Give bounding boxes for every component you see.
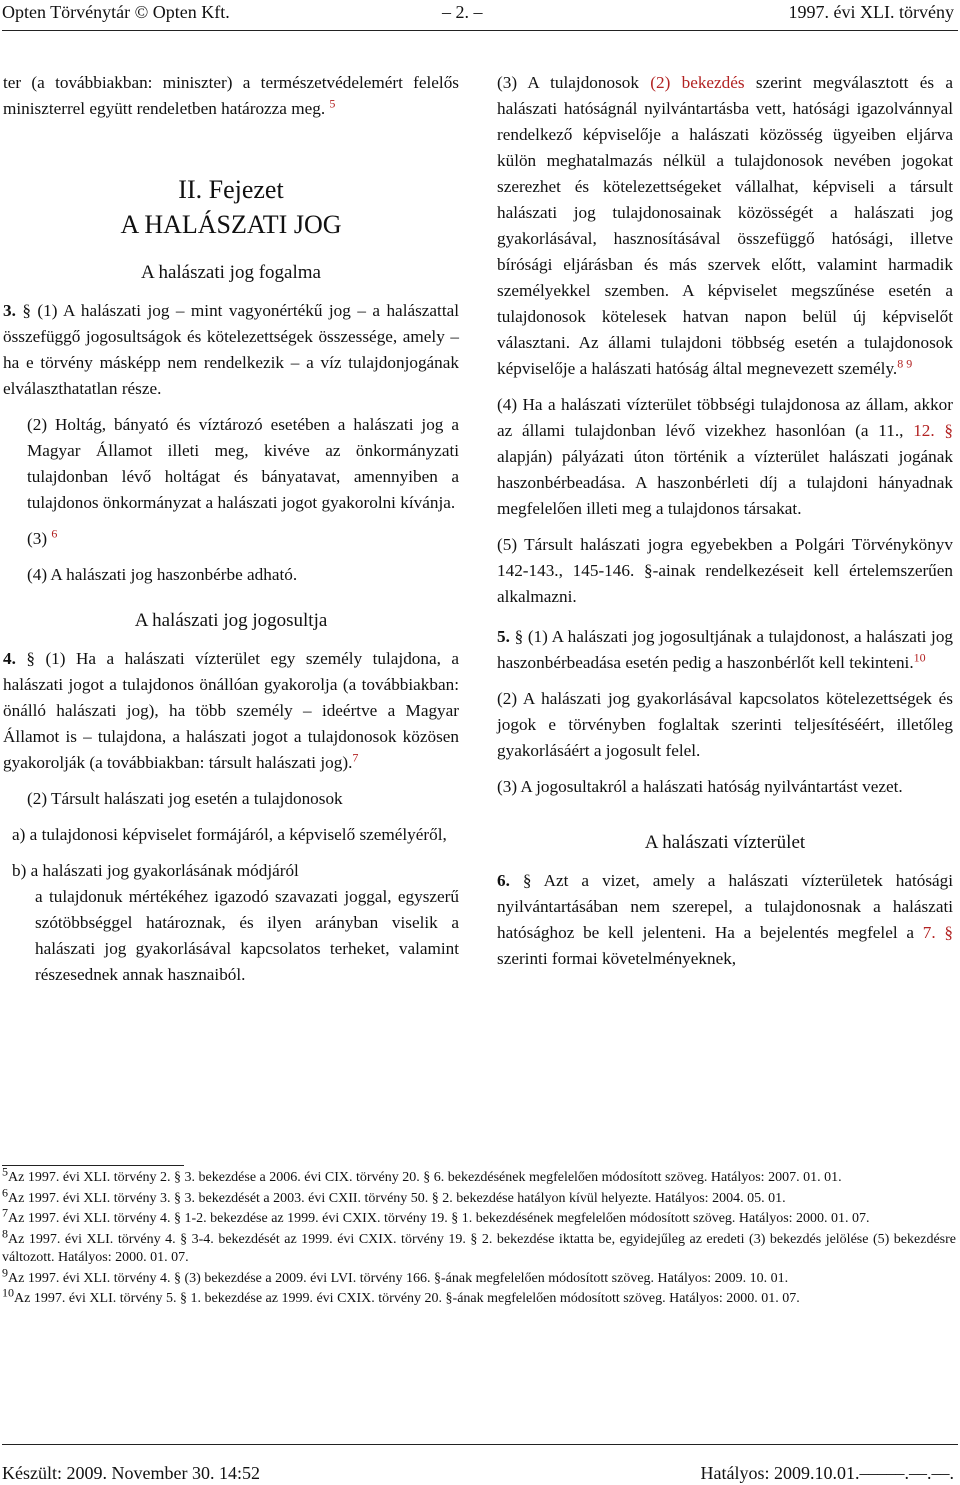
- section-title: A halászati jog jogosultja: [134, 610, 328, 631]
- cross-reference-link[interactable]: 12. §: [913, 421, 954, 440]
- page-header: [2, 2, 958, 31]
- list-continuation: a tulajdonuk mértékéhez igazodó szavazati joggal, egyszerű szótöbbséggel határoznak, és ilyen arányban viselik a halászati jog gyakorlásával kapcsolatos terheket, valamint részesednek annak hasznaiból.: [35, 887, 459, 984]
- section-5-paragraph-3: (3) A jogosultakról a halászati hatóság nyilvántartást vezet.: [497, 777, 903, 796]
- footnote-ref[interactable]: 10: [913, 650, 926, 665]
- section-3-paragraph-3: (3) $^6$: [27, 526, 58, 548]
- footnote-divider: [2, 1165, 184, 1166]
- section-4-paragraph-3: (3) A tulajdonosok (2) bekezdés szerint megválasztott és a halászati hatóságnál nyilvántartásba vett, hatósági igazolvánnyal rendelkező képviselője a halászati közösség ügyeiben eljárva külön meghatalmazás nélkül a tulajdonosok nevében jogokat szerezhet és kötelezettségeket vállalhat, képviseli a társult halászati jog tulajdonosainak közösségét a halászati jog gyakorlásával, hasznosításával összefüggő hatósági, illetve bírósági eljárásban és más szervek előtt, valamint harmadik személyekkel szemben. A képviselet megszűnése esetén a tulajdonosok kötelesek hatvan napon belül új képviselőt választani. Az állami tulajdoni többség esetén a tulajdonosok képviselője a halászati hatóság által megnevezett személy.$^{8 9}$: [497, 73, 954, 378]
- list-item-a: a) a tulajdonosi képviselet formájáról, a képviselő személyéről,: [12, 825, 447, 844]
- header-page-number: – 2. –: [442, 2, 483, 22]
- chapter-title: A HALÁSZATI JOG: [120, 210, 342, 239]
- footnote-item: $^6$Az 1997. évi XLI. törvény 3. § 3. bekezdését a 2003. évi CXII. törvény 50. § 2. bekezdése hatályon kívül helyezte. Hatályos: 2004. 05. 01.: [2, 1184, 786, 1206]
- footer-created: Készült: 2009. November 30. 14:52: [2, 1463, 260, 1483]
- footnote-item: $^8$Az 1997. évi XLI. törvény 4. § 3-4. bekezdését az 1999. évi CXIX. törvény 19. § 2. bekezdése iktatta be, egyidejűleg az eredeti (3) bekezdés jelölése (5) bekezdésre változott. Hatályos: 2000. 01. 07.: [2, 1225, 956, 1265]
- header-law-title: 1997. évi XLI. törvény: [788, 2, 954, 22]
- footnote-item: $^7$Az 1997. évi XLI. törvény 4. § 1-2. bekezdése az 1999. évi CXIX. törvény 19. § 1. bekezdésének megfelelően módosított szöveg. Hatályos: 2000. 01. 07.: [2, 1205, 870, 1226]
- section-3-paragraph-2: (2) Holtág, bányató és víztározó esetében a halászati jog a Magyar Államot illeti meg, kivéve az önkormányzati tulajdonban lévő holtágat és bányatavat, amennyiben a tulajdonos önkormányzat a halászati jogot gyakorolni kívánja.: [27, 415, 459, 512]
- section-3-paragraph-1: 3. § (1) A halászati jog – mint vagyonértékű jog – a halászattal összefüggő jogosultságok és kötelezettségek összessége, amely – ha e törvény másképp nem rendelkezik – a víz tulajdonjogának elválaszthatatlan része.: [3, 301, 459, 398]
- section-4-paragraph-2: (2) Társult halászati jog esetén a tulajdonosok: [27, 789, 343, 808]
- cross-reference-link[interactable]: (2) bekezdés: [650, 73, 745, 92]
- section-4-paragraph-4: (4) Ha a halászati vízterület többségi tulajdonosa az állam, akkor az állami tulajdonban lévő vizekhez hasonlóan (a 11., 12. § alapján) pályázati úton történik a vízterület halászati jogának haszonbérbeadása. A haszonbérleti díj a tulajdoni hányadnak megfelelően illeti meg a tulajdonos társakat.: [497, 395, 954, 518]
- footnote-ref[interactable]: 6: [51, 526, 58, 541]
- header-publisher: Opten Törvénytár © Opten Kft.: [2, 2, 230, 22]
- cross-reference-link[interactable]: 7. §: [922, 923, 953, 942]
- footnote-item: $^5$Az 1997. évi XLI. törvény 2. § 3. bekezdése a 2006. évi CIX. törvény 20. § 6. bekezdésének megfelelően módosított szöveg. Hatályos: 2007. 01. 01.: [2, 1164, 842, 1185]
- left-column: [3, 70, 459, 998]
- chapter-number: II. Fejezet: [178, 175, 284, 204]
- page-footer: [2, 1444, 958, 1485]
- footnote-ref[interactable]: 5: [329, 96, 336, 111]
- section-4-paragraph-5: (5) Társult halászati jogra egyebekben a Polgári Törvénykönyv 142-143., 145-146. §-ainak rendelkezéseit kell értelemszerűen alkalmazni.: [497, 535, 953, 606]
- footnote-ref[interactable]: 8 9: [897, 356, 913, 371]
- footnote-item: $^{10}$Az 1997. évi XLI. törvény 5. § 1. bekezdése az 1999. évi CXIX. törvény 20. §-ának megfelelően módosított szöveg. Hatályos: 2000. 01. 07.: [2, 1285, 800, 1306]
- footnotes: [2, 1164, 956, 1311]
- section-4-paragraph-1: 4. § (1) Ha a halászati vízterület egy személy tulajdona, a halászati jogot a tulajdonos önállóan gyakorolja (a továbbiakban: önálló halászati jog), ha több személy – ideértve a Magyar Államot is – tulajdona, a halászati jogot a tulajdonosok közösen gyakorolják (a továbbiakban: társult halászati jog).$^7$: [3, 649, 460, 772]
- section-title: A halászati vízterület: [644, 832, 806, 853]
- footnote-ref[interactable]: 7: [352, 750, 359, 765]
- intro-paragraph: ter (a továbbiakban: miniszter) a természetvédelemért felelős miniszterrel együtt rendeletben határozza meg. $^5$: [3, 73, 459, 118]
- footnote-item: $^9$Az 1997. évi XLI. törvény 4. § (3) bekezdése a 2009. évi LVI. törvény 166. §-ának megfelelően módosított szöveg. Hatályos: 2009. 10. 01.: [2, 1264, 789, 1286]
- list-item-b: b) a halászati jog gyakorlásának módjáról: [12, 861, 299, 880]
- section-3-paragraph-4: (4) A halászati jog haszonbérbe adható.: [27, 565, 298, 584]
- right-column: [497, 70, 953, 982]
- section-title: A halászati jog fogalma: [141, 262, 321, 283]
- section-5-paragraph-1: 5. § (1) A halászati jog jogosultjának a tulajdonost, a halászati jog haszonbérbeadása esetén pedig a haszonbérlőt kell tekinteni.$^{10}$: [497, 627, 954, 672]
- section-5-paragraph-2: (2) A halászati jog gyakorlásával kapcsolatos kötelezettségek és jogok e törvényben foglaltak szerinti teljesítéséért, illetőleg gyakorlásáért a jogosult felel.: [497, 689, 953, 760]
- footer-effective: Hatályos: 2009.10.01.–––––.––.––.: [700, 1463, 954, 1483]
- section-6-paragraph-1: 6. § Azt a vizet, amely a halászati vízterületek hatósági nyilvántartásában nem szerepel, a tulajdonosnak a halászati hatósághoz be kell jelenteni. Ha a bejelentés megfelel a 7. § szerinti formai követelményeknek,: [497, 871, 954, 968]
